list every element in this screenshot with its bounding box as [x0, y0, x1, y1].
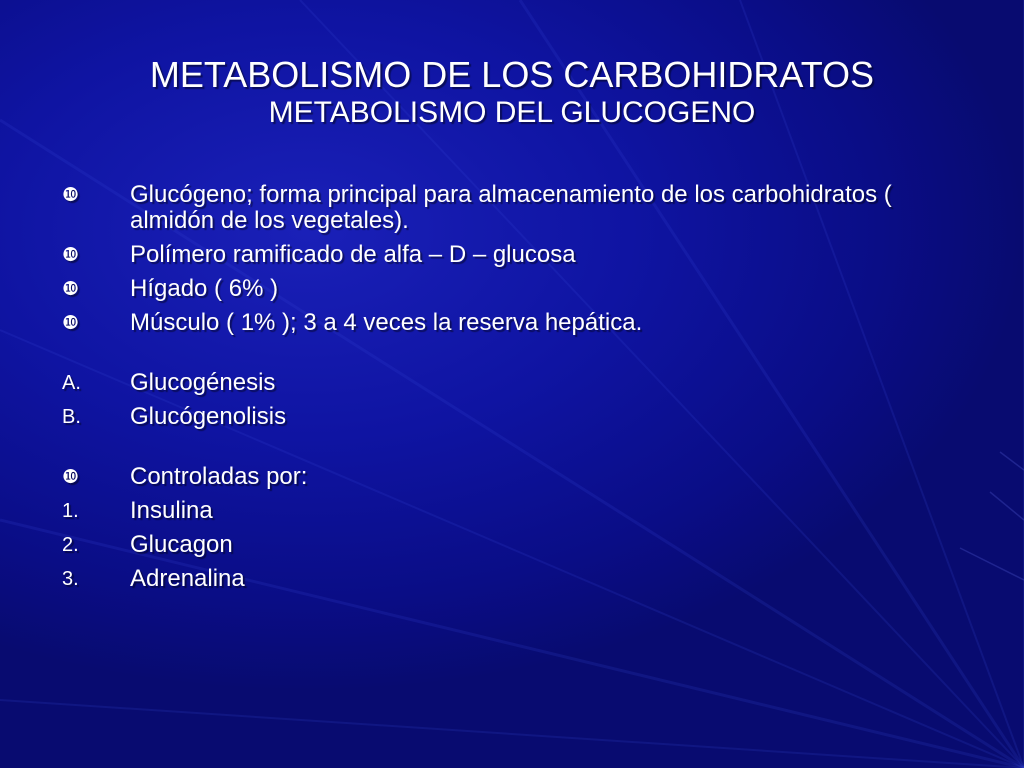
numbered-item: [62, 566, 962, 592]
bullet-text: Hígado ( 6% ): [130, 275, 279, 302]
bullet-text: Polímero ramificado de alfa – D – glucosa: [130, 241, 576, 268]
bullet-text: Controladas por:: [130, 463, 308, 490]
circled-ten-bullet-icon: ❿: [62, 466, 80, 488]
bullet-item: [62, 310, 962, 336]
spacer: [62, 344, 962, 370]
bullet-item: [62, 276, 962, 302]
circled-ten-bullet-icon: ❿: [62, 278, 80, 300]
spacer: [62, 438, 962, 464]
list-text: Glucógenolisis: [130, 403, 287, 430]
bullet-item: [62, 182, 962, 234]
list-number: 1.: [62, 500, 79, 522]
bullet-item: [62, 464, 962, 490]
list-letter: A.: [62, 372, 81, 394]
title-block: [0, 54, 1024, 130]
bullet-text: Glucógeno; forma principal para almacenamiento de los carbohidratos ( almidón de los vegetales).: [130, 181, 892, 234]
list-text: Adrenalina: [130, 565, 245, 592]
slide-subtitle: METABOLISMO DEL GLUCOGENO: [268, 96, 756, 129]
slide-content: [62, 182, 962, 600]
list-text: Glucogénesis: [130, 369, 276, 396]
numbered-item: [62, 498, 962, 524]
slide-title: METABOLISMO DE LOS CARBOHIDRATOS: [149, 54, 875, 95]
circled-ten-bullet-icon: ❿: [62, 312, 80, 334]
numbered-item: [62, 532, 962, 558]
list-letter: B.: [62, 406, 81, 428]
lettered-item: [62, 404, 962, 430]
list-number: 2.: [62, 534, 79, 556]
lettered-item: [62, 370, 962, 396]
list-text: Glucagon: [130, 531, 233, 558]
list-number: 3.: [62, 568, 79, 590]
list-text: Insulina: [130, 497, 213, 524]
bullet-item: [62, 242, 962, 268]
bullet-text: Músculo ( 1% ); 3 a 4 veces la reserva hepática.: [130, 309, 643, 336]
circled-ten-bullet-icon: ❿: [62, 244, 80, 266]
circled-ten-bullet-icon: ❿: [62, 184, 80, 206]
